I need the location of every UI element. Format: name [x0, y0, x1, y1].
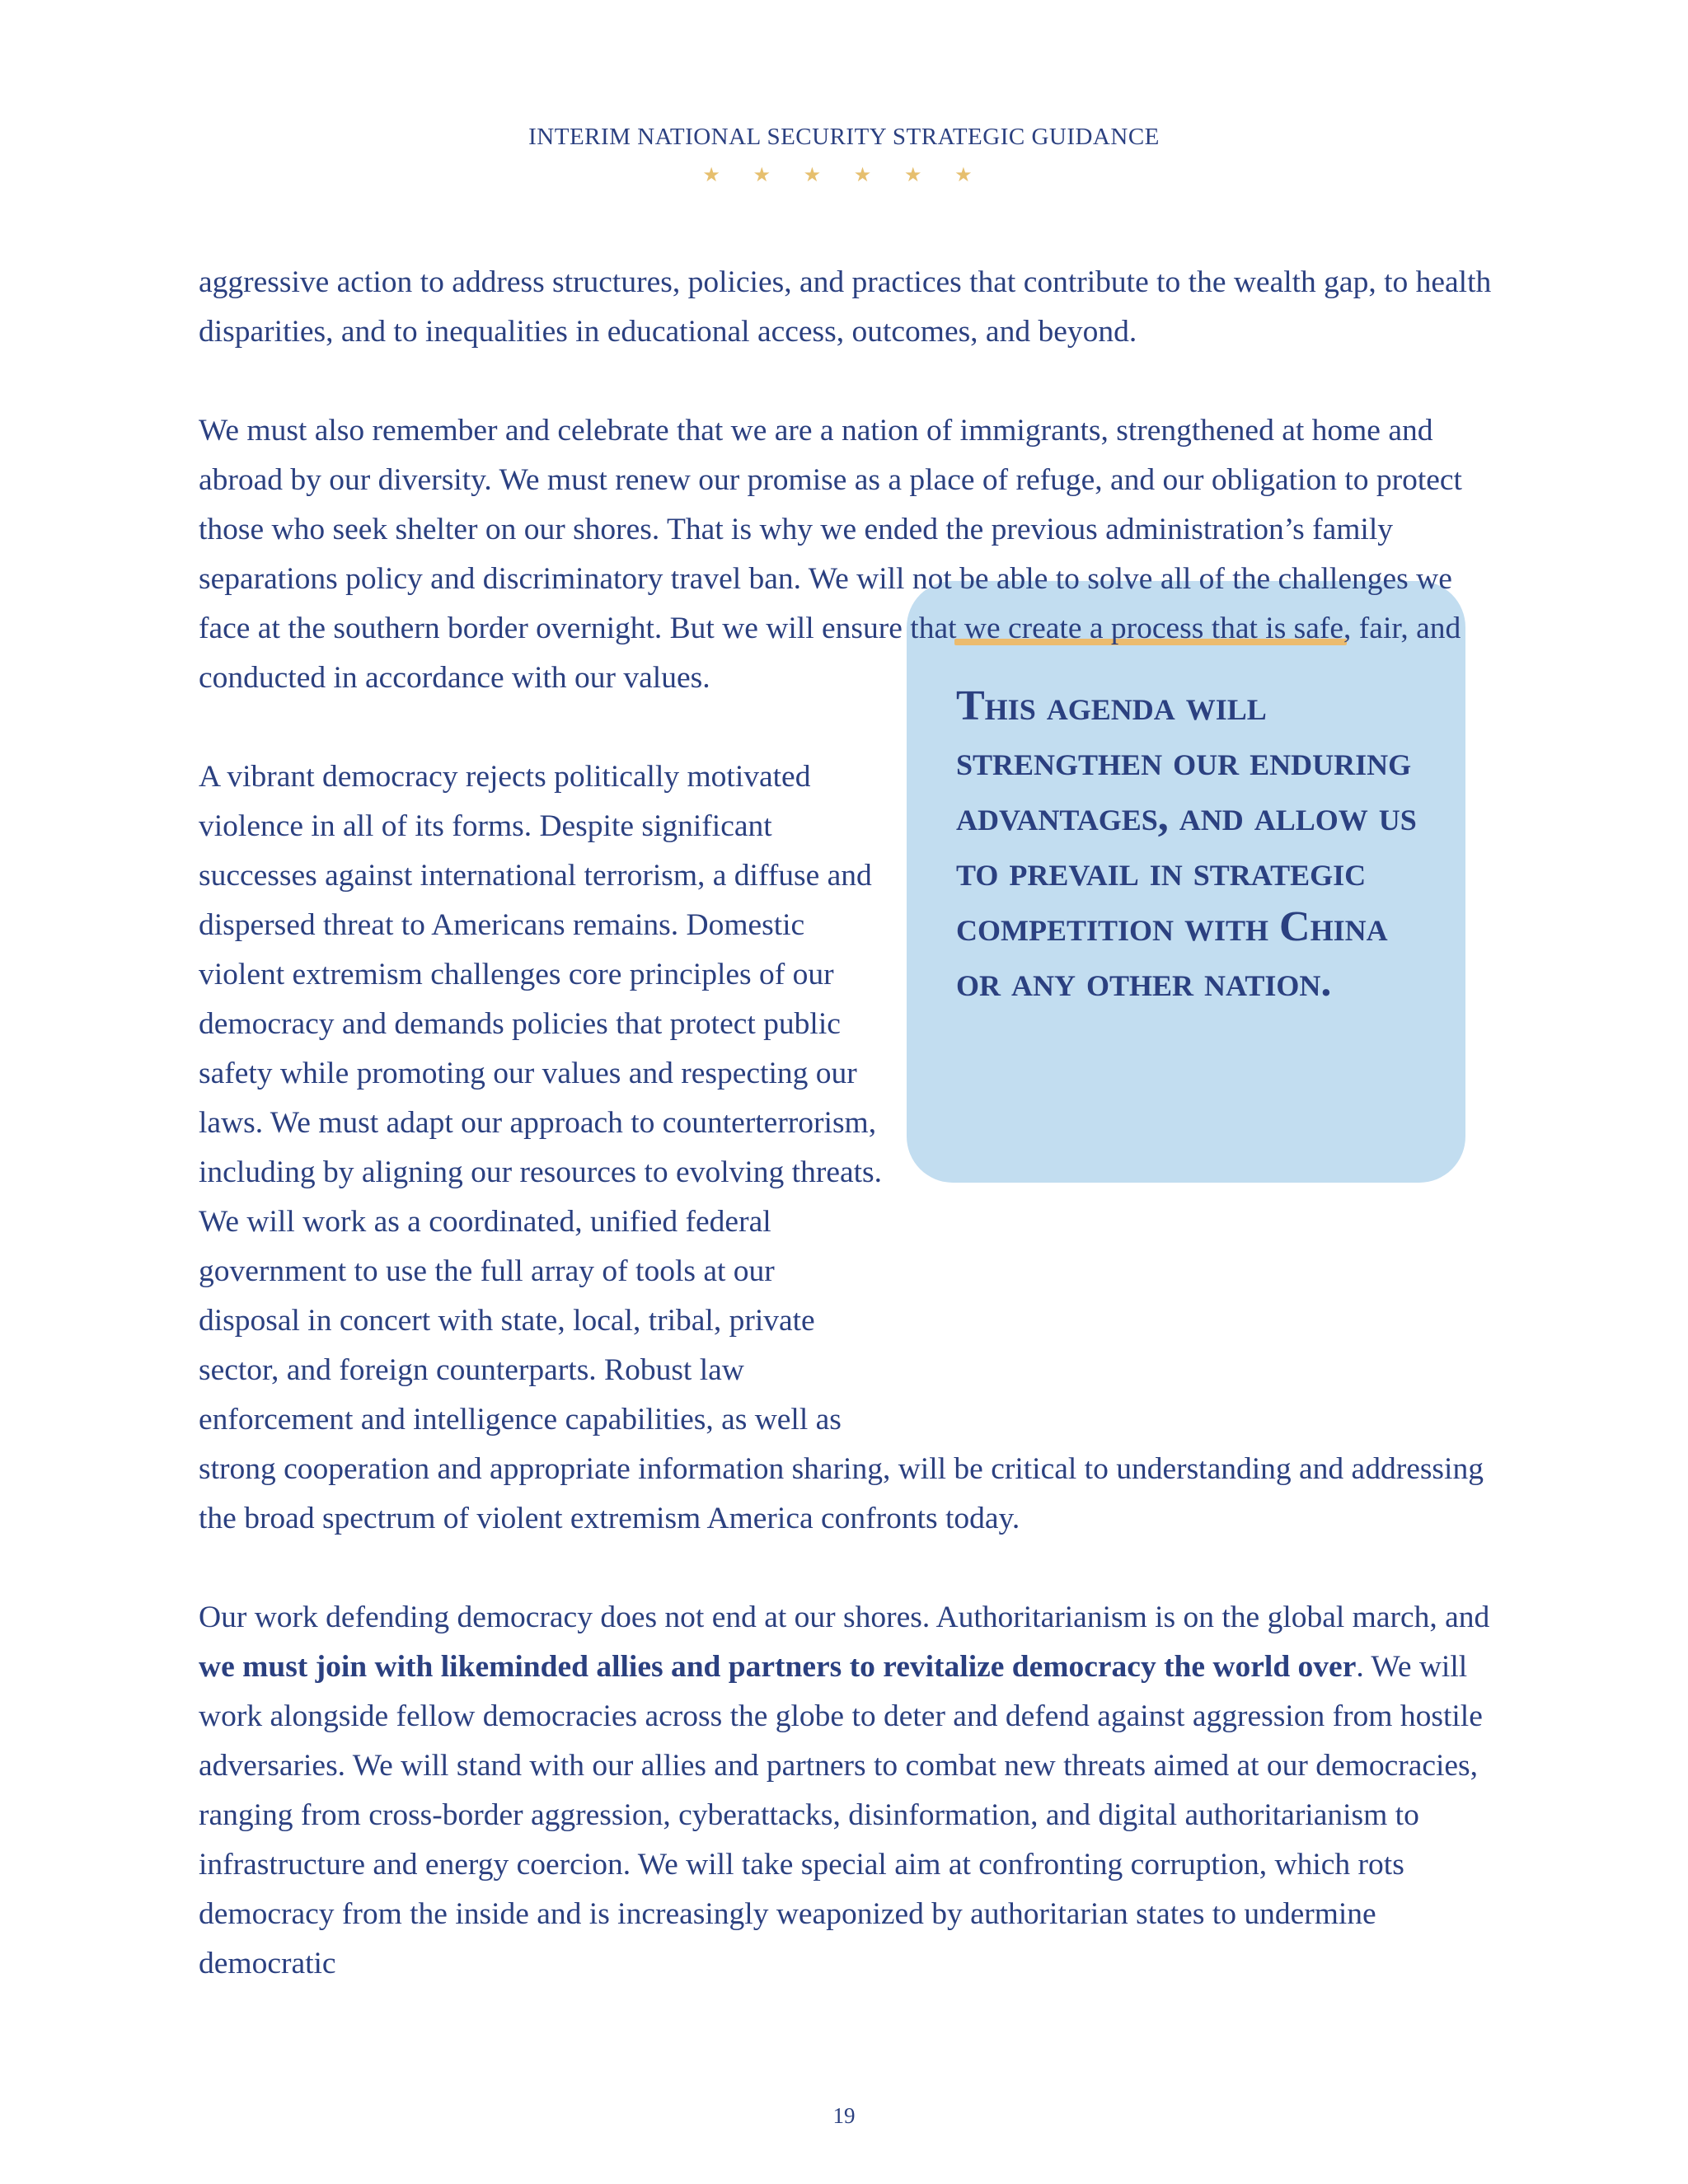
- pull-quote-space: [883, 736, 1497, 1427]
- pull-quote-text: This agenda will strengthen our enduring advantages, and allow us to prevail in strategic competition with China or any other nation.: [956, 682, 1417, 1005]
- paragraph-4: [199, 1593, 1497, 1989]
- decorative-stars: ★ ★ ★ ★ ★ ★: [702, 163, 986, 186]
- page-number: 19: [832, 2103, 856, 2128]
- paragraph-3: A vibrant democracy rejects politically motivated violence in all of its forms. Despite significant successes against international terrorism, a diffuse and dispersed threat to Americans remains. Domestic violent extremism challenges core principles of our democracy and demands policies that protect public safety while promoting our values and respecting our laws. We must adapt our approach to counterterrorism, including by aligning our resources to evolving threats. We will work as a coordinated, unified federal government to use the full array of tools at our disposal in concert with state, local, tribal, private sector, and foreign counterparts. Robust law enforcement and intelligence capabilities, as well as strong cooperation and appropriate information sharing, will be critical to understanding and addressing the broad spectrum of violent extremism America confronts today.: [199, 760, 1484, 1535]
- body-text: [199, 258, 1497, 1989]
- document-header: INTERIM NATIONAL SECURITY STRATEGIC GUIDANCE: [528, 124, 1160, 150]
- paragraph-4-end: . We will work alongside fellow democracies across the globe to deter and defend against aggression from hostile adversaries. We will stand with our allies and partners to combat new threats aimed at our democracies, ranging from cross-border aggression, cyberattacks, disinformation, and digital authoritarianism to infrastructure and energy coercion. We will take special aim at confronting corruption, which rots democracy from the inside and is increasingly weaponized by authoritarian states to undermine democratic: [199, 1650, 1483, 1980]
- paragraph-4-emphasis: we must join with likeminded allies and partners to revitalize democracy the world over: [199, 1650, 1357, 1684]
- paragraph-4-start: Our work defending democracy does not end at our shores. Authoritarianism is on the global march, and: [199, 1601, 1490, 1634]
- paragraph-2: We must also remember and celebrate that we are a nation of immigrants, strengthened at home and abroad by our diversity. We must renew our promise as a place of refuge, and our obligation to protect those who seek shelter on our shores. That is why we ended the previous administration’s family separations policy and discriminatory travel ban. We will not be able to solve all of the challenges we face at the southern border overnight. But we will ensure that we create a process that is safe, fair, and conducted in accordance with our values.: [199, 414, 1462, 695]
- paragraph-1: aggressive action to address structures, policies, and practices that contribute to the wealth gap, to health disparities, and to inequalities in educational access, outcomes, and beyond.: [199, 265, 1492, 349]
